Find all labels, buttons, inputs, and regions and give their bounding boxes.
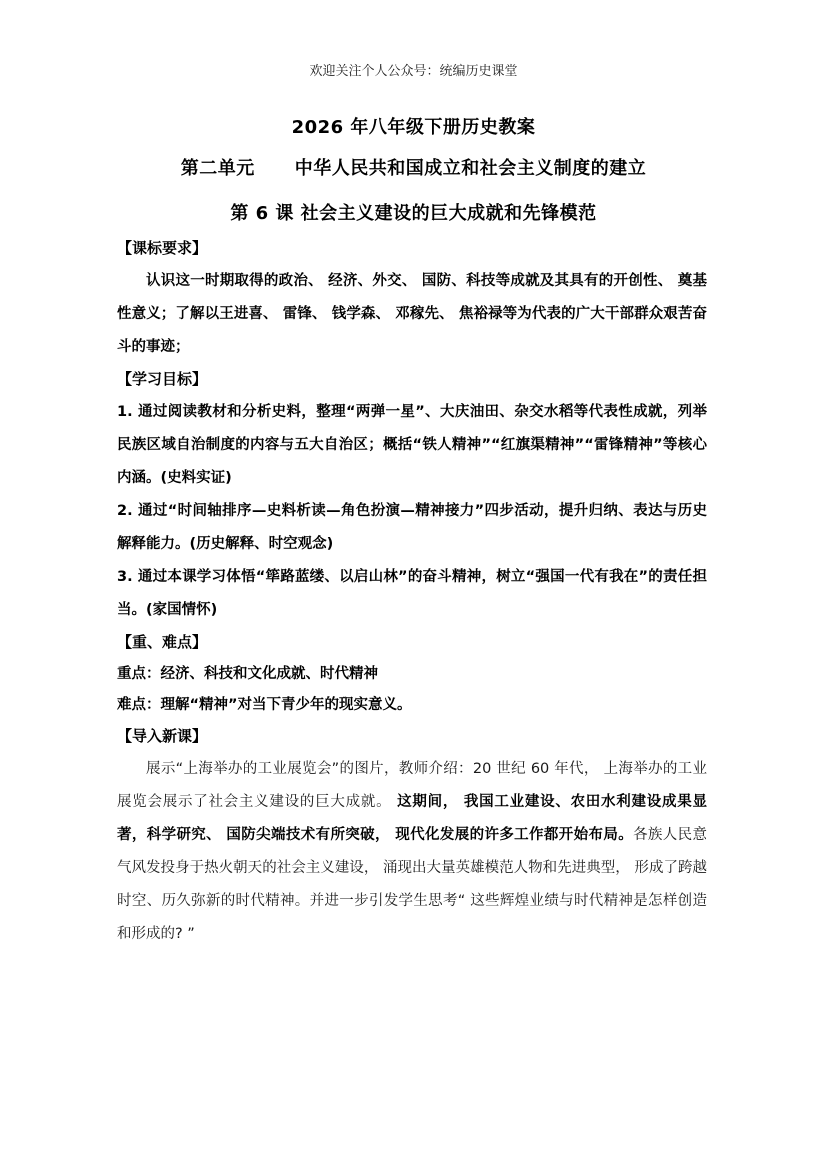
unit-name: 中华人民共和国成立和社会主义制度的建立 xyxy=(294,158,647,179)
intro-text-part1: 展示“上海举办的工业展览会”的图片，教师介绍：20 世纪 60 年代， 上海举办的工业展览会展示了社会主义建设的巨大成就。 xyxy=(117,761,707,810)
objective-item-3: 3. 通过本课学习体悟“筚路蓝缕、以启山林”的奋斗精神，树立“强国一代有我在”的责任担当。(家国情怀) xyxy=(117,569,707,618)
objective-item-1: 1. 通过阅读教材和分析史料，整理“两弹一星”、大庆油田、杂交水稻等代表性成就，列举民族区域自治制度的内容与五大自治区；概括“铁人精神”“红旗渠精神”“雷锋精神”等核心内涵。(史料实证) xyxy=(117,404,707,486)
document-title: 2026 年八年级下册历史教案 xyxy=(291,117,536,138)
difficult-point: 难点：理解“精神”对当下青少年的现实意义。 xyxy=(117,697,412,713)
objectives-heading: 【学习目标】 xyxy=(117,370,208,388)
intro-text-part3: 各族人民意气风发投身于热火朝天的社会主义建设， 涌现出大量英雄模范人物和先进典型， 形成了跨越时空、历久弥新的时代精神。并进一步引发学生思考“ 这些辉煌业绩与时代精神是怎样创造和形成的? ” xyxy=(117,827,708,942)
unit-number: 第二单元 xyxy=(180,158,255,179)
intro-heading: 【导入新课】 xyxy=(117,727,208,745)
objective-item-2: 2. 通过“时间轴排序—史料析读—角色扮演—精神接力”四步活动，提升归纳、表达与历史解释能力。(历史解释、时空观念) xyxy=(117,503,707,552)
header-note: 欢迎关注个人公众号：统编历史课堂 xyxy=(309,64,518,79)
lesson-title: 第 6 课 社会主义建设的巨大成就和先锋模范 xyxy=(230,203,597,224)
lesson-content xyxy=(117,233,707,951)
curriculum-text: 认识这一时期取得的政治、 经济、外交、 国防、科技等成就及其具有的开创性、 奠基性意义；了解以王进喜、 雷锋、 钱学森、 邓稼先、 焦裕禄等为代表的广大干部群众艰苦奋斗的事迹； xyxy=(117,273,707,355)
key-points-heading: 【重、难点】 xyxy=(117,633,208,651)
intro-text xyxy=(117,753,707,951)
intro-text-part2: 这期间， 我国工业建设、农田水利建设成果显著，科学研究、 国防尖端技术有所突破， 现代化发展的许多工作都开始布局。 xyxy=(117,794,707,843)
curriculum-heading: 【课标要求】 xyxy=(117,239,208,257)
unit-title xyxy=(0,154,827,180)
key-point: 重点：经济、科技和文化成就、时代精神 xyxy=(117,666,378,682)
